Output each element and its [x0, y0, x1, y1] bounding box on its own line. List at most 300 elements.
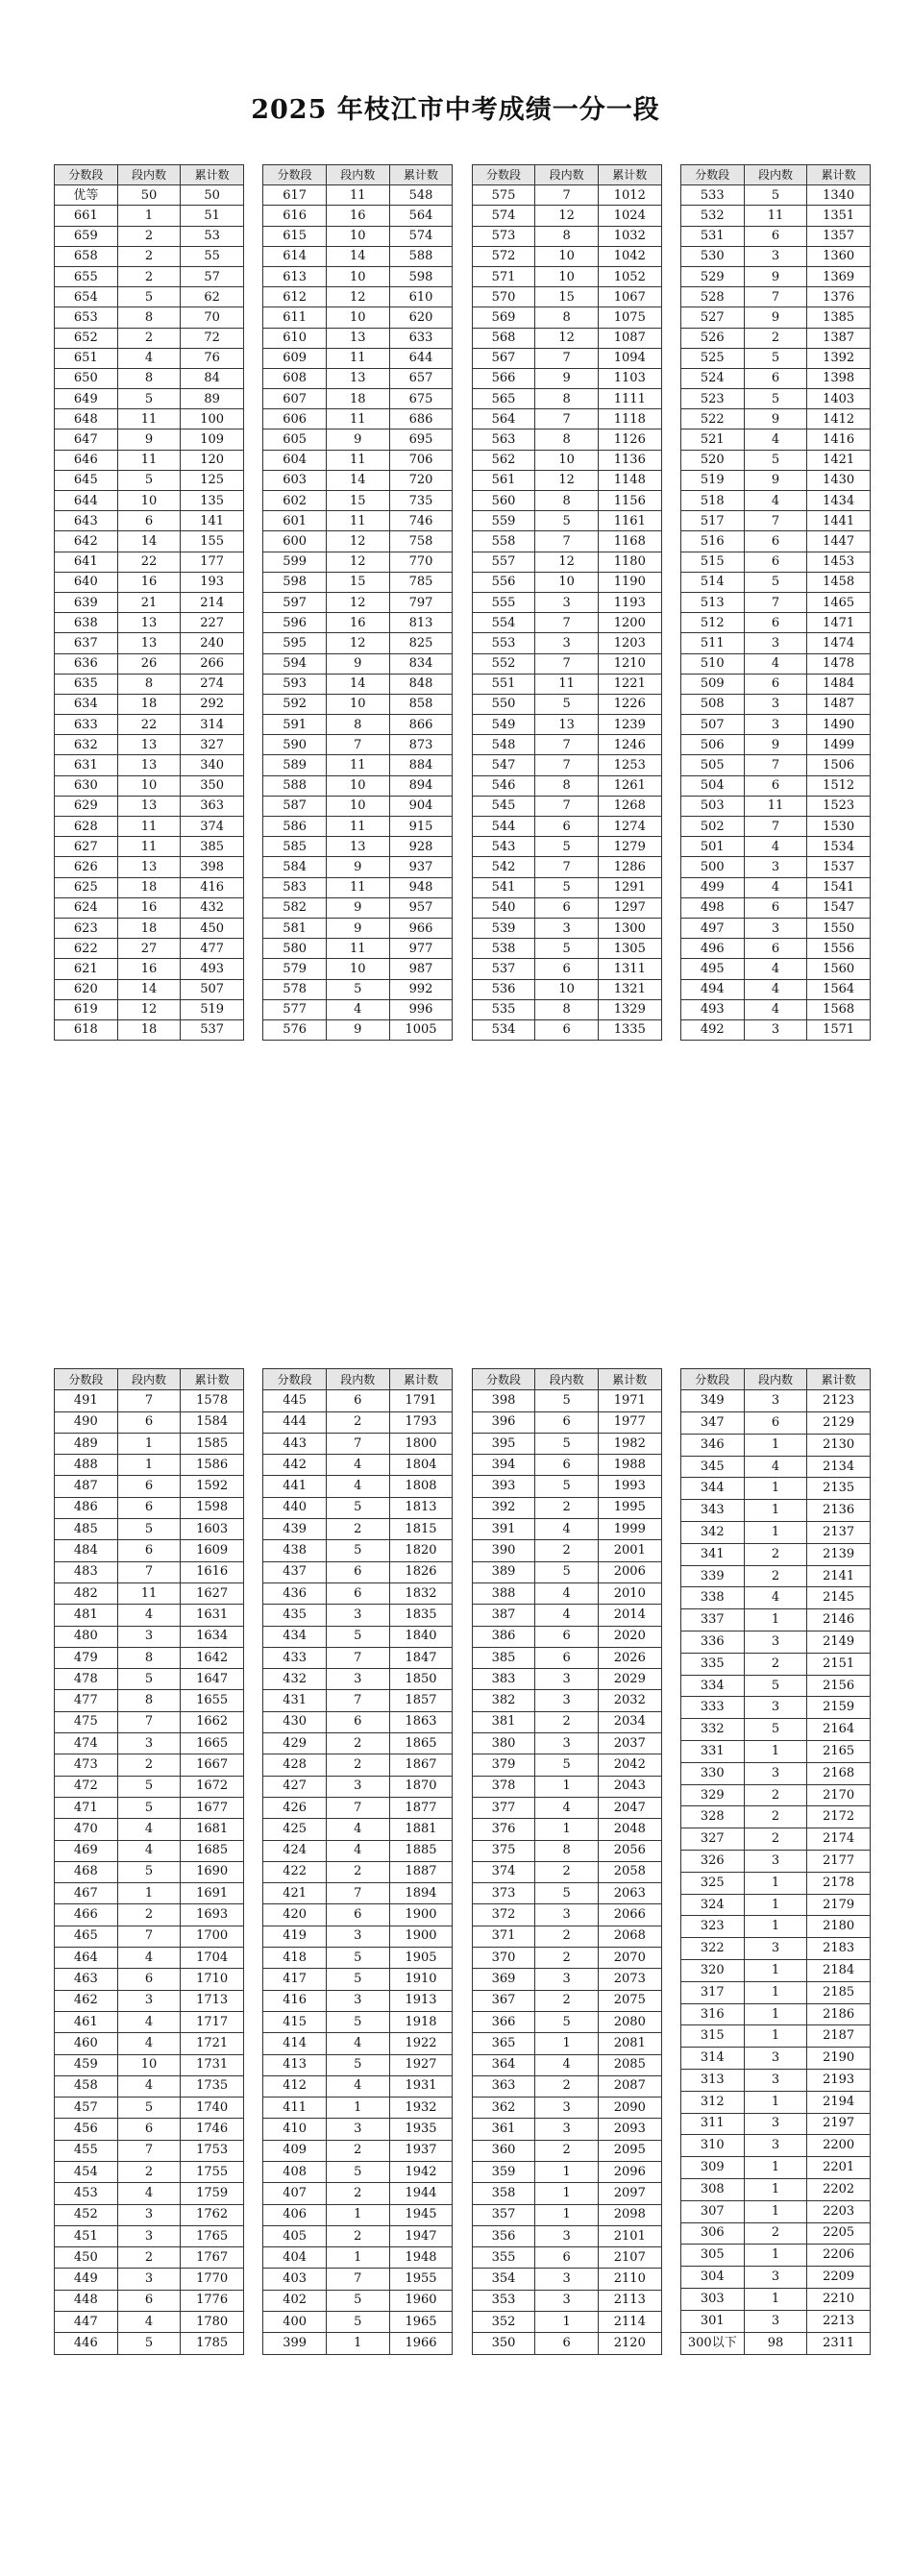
count-cell: 4	[326, 1476, 389, 1497]
table-row	[472, 694, 661, 714]
count-cell: 4	[117, 2312, 181, 2333]
score-cell: 338	[680, 1587, 744, 1609]
count-cell: 7	[326, 1433, 389, 1454]
count-cell: 2	[117, 2247, 181, 2269]
count-cell: 2	[535, 2140, 599, 2161]
score-cell: 532	[680, 206, 744, 226]
cumulative-cell: 1753	[181, 2140, 244, 2161]
count-cell: 13	[535, 715, 599, 735]
score-cell: 393	[472, 1476, 535, 1497]
table-row	[263, 1669, 453, 1690]
count-cell: 3	[326, 1926, 389, 1947]
count-cell: 4	[744, 429, 807, 450]
cumulative-cell: 2149	[807, 1631, 871, 1654]
cumulative-cell: 746	[389, 511, 453, 531]
table-row	[472, 592, 661, 612]
count-cell: 8	[535, 429, 599, 450]
cumulative-cell: 1474	[807, 633, 871, 653]
count-cell: 2	[117, 328, 181, 348]
table-row	[263, 959, 453, 979]
count-cell: 6	[326, 1904, 389, 1926]
score-cell: 619	[55, 999, 118, 1019]
count-cell: 1	[744, 1478, 807, 1500]
score-cell: 510	[680, 653, 744, 674]
count-cell: 15	[326, 572, 389, 592]
cumulative-cell: 1913	[389, 1990, 453, 2011]
cumulative-cell: 564	[389, 206, 453, 226]
table-row	[55, 857, 244, 877]
count-cell: 3	[744, 857, 807, 877]
table-row	[472, 1711, 661, 1732]
score-cell: 631	[55, 755, 118, 775]
cumulative-cell: 957	[389, 897, 453, 918]
cumulative-cell: 720	[389, 470, 453, 490]
count-cell: 2	[117, 1904, 181, 1926]
table-row	[680, 2288, 870, 2310]
cumulative-cell: 493	[181, 959, 244, 979]
cumulative-cell: 72	[181, 328, 244, 348]
count-cell: 3	[117, 2204, 181, 2225]
table-row	[55, 959, 244, 979]
column-header: 分数段	[263, 1369, 327, 1390]
score-cell: 430	[263, 1711, 327, 1732]
count-cell: 4	[744, 959, 807, 979]
column-header: 分数段	[680, 1369, 744, 1390]
score-table	[54, 1368, 244, 2355]
score-cell: 625	[55, 877, 118, 897]
cumulative-cell: 76	[181, 348, 244, 368]
table-row	[680, 287, 870, 307]
cumulative-cell: 1403	[807, 389, 871, 409]
score-cell: 352	[472, 2312, 535, 2333]
cumulative-cell: 2184	[807, 1960, 871, 1982]
table-row	[680, 2003, 870, 2025]
table-row	[472, 1019, 661, 1040]
table-header-row	[472, 165, 661, 185]
cumulative-cell: 1094	[598, 348, 661, 368]
score-cell: 308	[680, 2178, 744, 2200]
count-cell: 3	[744, 2267, 807, 2289]
count-cell: 16	[117, 572, 181, 592]
table-row	[472, 1476, 661, 1497]
count-cell: 2	[326, 2225, 389, 2246]
cumulative-cell: 100	[181, 409, 244, 429]
cumulative-cell: 2185	[807, 1981, 871, 2003]
score-cell: 353	[472, 2290, 535, 2311]
score-cell: 502	[680, 817, 744, 837]
count-cell: 6	[535, 1455, 599, 1476]
score-cell: 614	[263, 246, 327, 266]
table-row	[55, 1540, 244, 1561]
score-cell: 521	[680, 429, 744, 450]
count-cell: 1	[117, 1455, 181, 1476]
score-cell: 507	[680, 715, 744, 735]
cumulative-cell: 1863	[389, 1711, 453, 1732]
score-cell: 470	[55, 1819, 118, 1840]
cumulative-cell: 657	[389, 368, 453, 388]
score-cell: 479	[55, 1647, 118, 1668]
cumulative-cell: 1584	[181, 1411, 244, 1433]
count-cell: 9	[326, 918, 389, 938]
cumulative-cell: 1203	[598, 633, 661, 653]
table-row	[472, 1883, 661, 1904]
cumulative-cell: 1932	[389, 2098, 453, 2119]
score-cell: 624	[55, 897, 118, 918]
score-cell: 480	[55, 1626, 118, 1647]
cumulative-cell: 1942	[389, 2161, 453, 2182]
count-cell: 3	[744, 694, 807, 714]
score-cell: 504	[680, 775, 744, 796]
count-cell: 4	[117, 2075, 181, 2097]
score-cell: 588	[263, 775, 327, 796]
table-row	[680, 2178, 870, 2200]
count-cell: 14	[117, 979, 181, 999]
cumulative-cell: 1297	[598, 897, 661, 918]
count-cell: 3	[535, 2225, 599, 2246]
table-row	[472, 552, 661, 572]
table-row	[55, 1904, 244, 1926]
cumulative-cell: 2134	[807, 1456, 871, 1478]
table-row	[55, 837, 244, 857]
table-row	[680, 389, 870, 409]
score-cell: 360	[472, 2140, 535, 2161]
table-row	[263, 1797, 453, 1818]
cumulative-cell: 1193	[598, 592, 661, 612]
count-cell: 5	[535, 1476, 599, 1497]
score-cell: 339	[680, 1565, 744, 1587]
score-cell: 613	[263, 266, 327, 286]
table-row	[472, 959, 661, 979]
cumulative-cell: 1168	[598, 531, 661, 552]
table-row	[263, 511, 453, 531]
score-cell: 514	[680, 572, 744, 592]
score-cell: 398	[472, 1390, 535, 1411]
count-cell: 7	[535, 857, 599, 877]
table-row	[263, 1990, 453, 2011]
cumulative-cell: 1412	[807, 409, 871, 429]
score-cell: 654	[55, 287, 118, 307]
cumulative-cell: 62	[181, 287, 244, 307]
table-row	[472, 1948, 661, 1969]
table-row	[472, 572, 661, 592]
count-cell: 1	[744, 2245, 807, 2267]
cumulative-cell: 1024	[598, 206, 661, 226]
table-row	[680, 1719, 870, 1741]
cumulative-cell: 1717	[181, 2011, 244, 2032]
table-row	[472, 2333, 661, 2354]
score-cell: 优等	[55, 185, 118, 206]
cumulative-cell: 797	[389, 592, 453, 612]
count-cell: 3	[117, 1990, 181, 2011]
score-cell: 489	[55, 1433, 118, 1454]
count-cell: 1	[744, 1981, 807, 2003]
score-cell: 451	[55, 2225, 118, 2246]
cumulative-cell: 1537	[807, 857, 871, 877]
table-row	[472, 307, 661, 328]
cumulative-cell: 2058	[598, 1861, 661, 1882]
cumulative-cell: 155	[181, 531, 244, 552]
table-row	[680, 1412, 870, 1435]
cumulative-cell: 2136	[807, 1500, 871, 1522]
count-cell: 15	[535, 287, 599, 307]
count-cell: 4	[744, 1456, 807, 1478]
table-row	[263, 837, 453, 857]
count-cell: 13	[117, 613, 181, 633]
cumulative-cell: 120	[181, 450, 244, 470]
cumulative-cell: 2190	[807, 2048, 871, 2070]
score-cell: 527	[680, 307, 744, 328]
cumulative-cell: 1804	[389, 1455, 453, 1476]
table-row	[680, 2332, 870, 2354]
score-cell: 515	[680, 552, 744, 572]
cumulative-cell: 1571	[807, 1019, 871, 1040]
cumulative-cell: 507	[181, 979, 244, 999]
cumulative-cell: 1850	[389, 1669, 453, 1690]
score-cell: 600	[263, 531, 327, 552]
score-cell: 349	[680, 1390, 744, 1412]
count-cell: 6	[744, 226, 807, 246]
count-cell: 2	[744, 328, 807, 348]
table-row	[472, 389, 661, 409]
count-cell: 2	[744, 1543, 807, 1565]
score-cell: 501	[680, 837, 744, 857]
table-row	[680, 633, 870, 653]
count-cell: 14	[326, 674, 389, 694]
count-cell: 9	[744, 307, 807, 328]
score-cell: 640	[55, 572, 118, 592]
score-cell: 560	[472, 491, 535, 511]
count-cell: 4	[535, 1605, 599, 1626]
count-cell: 4	[326, 999, 389, 1019]
score-cell: 309	[680, 2157, 744, 2179]
count-cell: 1	[744, 2157, 807, 2179]
cumulative-cell: 1499	[807, 735, 871, 755]
count-cell: 3	[535, 2098, 599, 2119]
cumulative-cell: 1609	[181, 1540, 244, 1561]
table-row	[55, 1561, 244, 1582]
count-cell: 11	[326, 755, 389, 775]
score-cell: 488	[55, 1455, 118, 1476]
score-cell: 616	[263, 206, 327, 226]
score-cell: 637	[55, 633, 118, 653]
count-cell: 6	[117, 511, 181, 531]
score-cell: 392	[472, 1497, 535, 1518]
count-cell: 7	[117, 1390, 181, 1411]
score-cell: 386	[472, 1626, 535, 1647]
table-row	[472, 287, 661, 307]
count-cell: 10	[326, 307, 389, 328]
table-row	[680, 897, 870, 918]
cumulative-cell: 1721	[181, 2033, 244, 2054]
score-cell: 303	[680, 2288, 744, 2310]
score-cell: 595	[263, 633, 327, 653]
table-row	[472, 266, 661, 286]
count-cell: 3	[744, 1631, 807, 1654]
cumulative-cell: 1398	[807, 368, 871, 388]
score-cell: 617	[263, 185, 327, 206]
score-cell: 497	[680, 918, 744, 938]
score-cell: 636	[55, 653, 118, 674]
count-cell: 3	[535, 2290, 599, 2311]
table-row	[55, 1455, 244, 1476]
cumulative-cell: 2048	[598, 1819, 661, 1840]
column-header: 分数段	[472, 1369, 535, 1390]
count-cell: 12	[326, 552, 389, 572]
score-table	[54, 164, 244, 1041]
cumulative-cell: 2186	[807, 2003, 871, 2025]
score-cell: 419	[263, 1926, 327, 1947]
count-cell: 6	[744, 674, 807, 694]
count-cell: 10	[326, 775, 389, 796]
cumulative-cell: 1815	[389, 1519, 453, 1540]
count-cell: 7	[326, 1690, 389, 1711]
score-cell: 345	[680, 1456, 744, 1478]
count-cell: 4	[117, 2011, 181, 2032]
count-cell: 1	[535, 2312, 599, 2333]
count-cell: 5	[326, 2161, 389, 2182]
score-cell: 635	[55, 674, 118, 694]
count-cell: 7	[535, 409, 599, 429]
cumulative-cell: 416	[181, 877, 244, 897]
count-cell: 4	[744, 837, 807, 857]
cumulative-cell: 1598	[181, 1497, 244, 1518]
cumulative-cell: 1478	[807, 653, 871, 674]
count-cell: 1	[744, 1434, 807, 1456]
count-cell: 5	[326, 1540, 389, 1561]
count-cell: 6	[535, 2333, 599, 2354]
cumulative-cell: 1279	[598, 837, 661, 857]
count-cell: 5	[326, 1626, 389, 1647]
count-cell: 1	[744, 1894, 807, 1916]
count-cell: 10	[326, 266, 389, 286]
table-row	[263, 939, 453, 959]
cumulative-cell: 2210	[807, 2288, 871, 2310]
table-row	[680, 328, 870, 348]
score-cell: 408	[263, 2161, 327, 2182]
score-cell: 433	[263, 1647, 327, 1668]
score-cell: 435	[263, 1605, 327, 1626]
table-row	[680, 1697, 870, 1719]
table-row	[680, 429, 870, 450]
table-row	[55, 1733, 244, 1754]
cumulative-cell: 1305	[598, 939, 661, 959]
cumulative-cell: 1360	[807, 246, 871, 266]
cumulative-cell: 735	[389, 491, 453, 511]
score-cell: 415	[263, 2011, 327, 2032]
count-cell: 9	[326, 653, 389, 674]
count-cell: 9	[744, 470, 807, 490]
score-cell: 552	[472, 653, 535, 674]
cumulative-cell: 1945	[389, 2204, 453, 2225]
table-row	[680, 1609, 870, 1631]
score-cell: 661	[55, 206, 118, 226]
score-cell: 463	[55, 1969, 118, 1990]
table-row	[263, 2333, 453, 2354]
cumulative-cell: 1857	[389, 1690, 453, 1711]
count-cell: 5	[535, 2011, 599, 2032]
score-cell: 394	[472, 1455, 535, 1476]
cumulative-cell: 274	[181, 674, 244, 694]
table-row	[55, 1669, 244, 1690]
score-cell: 464	[55, 1948, 118, 1969]
count-cell: 4	[744, 1587, 807, 1609]
count-cell: 2	[744, 1653, 807, 1675]
cumulative-cell: 1937	[389, 2140, 453, 2161]
cumulative-cell: 2194	[807, 2091, 871, 2113]
count-cell: 6	[744, 613, 807, 633]
count-cell: 7	[117, 1926, 181, 1947]
score-cell: 620	[55, 979, 118, 999]
count-cell: 3	[326, 1990, 389, 2011]
score-cell: 589	[263, 755, 327, 775]
table-row	[263, 1519, 453, 1540]
table-row	[680, 1543, 870, 1565]
count-cell: 10	[326, 796, 389, 816]
table-row	[55, 287, 244, 307]
cumulative-cell: 1392	[807, 348, 871, 368]
count-cell: 8	[535, 775, 599, 796]
score-cell: 473	[55, 1754, 118, 1776]
score-cell: 424	[263, 1840, 327, 1861]
count-cell: 4	[117, 2033, 181, 2054]
cumulative-cell: 2146	[807, 1609, 871, 1631]
score-cell: 494	[680, 979, 744, 999]
count-cell: 6	[535, 959, 599, 979]
cumulative-cell: 1995	[598, 1497, 661, 1518]
score-cell: 385	[472, 1647, 535, 1668]
cumulative-cell: 2193	[807, 2070, 871, 2092]
score-cell: 642	[55, 531, 118, 552]
count-cell: 9	[326, 1019, 389, 1040]
table-row	[55, 817, 244, 837]
count-cell: 1	[326, 2098, 389, 2119]
cumulative-cell: 1655	[181, 1690, 244, 1711]
score-cell: 301	[680, 2310, 744, 2332]
count-cell: 5	[744, 450, 807, 470]
table-row	[263, 653, 453, 674]
count-cell: 13	[117, 735, 181, 755]
table-row	[55, 389, 244, 409]
count-cell: 3	[326, 1669, 389, 1690]
count-cell: 12	[535, 552, 599, 572]
count-cell: 7	[326, 2269, 389, 2290]
table-row	[472, 1540, 661, 1561]
score-cell: 422	[263, 1861, 327, 1882]
cumulative-cell: 1585	[181, 1433, 244, 1454]
table-row	[263, 470, 453, 490]
cumulative-cell: 1042	[598, 246, 661, 266]
cumulative-cell: 1900	[389, 1904, 453, 1926]
cumulative-cell: 1592	[181, 1476, 244, 1497]
score-cell: 446	[55, 2333, 118, 2354]
count-cell: 12	[326, 633, 389, 653]
score-cell: 327	[680, 1828, 744, 1851]
table-row	[472, 918, 661, 938]
count-cell: 9	[535, 368, 599, 388]
table-row	[55, 450, 244, 470]
count-cell: 14	[326, 470, 389, 490]
table-row	[680, 368, 870, 388]
cumulative-cell: 1791	[389, 1390, 453, 1411]
score-cell: 402	[263, 2290, 327, 2311]
count-cell: 3	[744, 1762, 807, 1784]
cumulative-cell: 2156	[807, 1675, 871, 1697]
score-cell: 346	[680, 1434, 744, 1456]
table-row	[263, 674, 453, 694]
column-header: 段内数	[535, 1369, 599, 1390]
score-cell: 547	[472, 755, 535, 775]
cumulative-cell: 537	[181, 1019, 244, 1040]
